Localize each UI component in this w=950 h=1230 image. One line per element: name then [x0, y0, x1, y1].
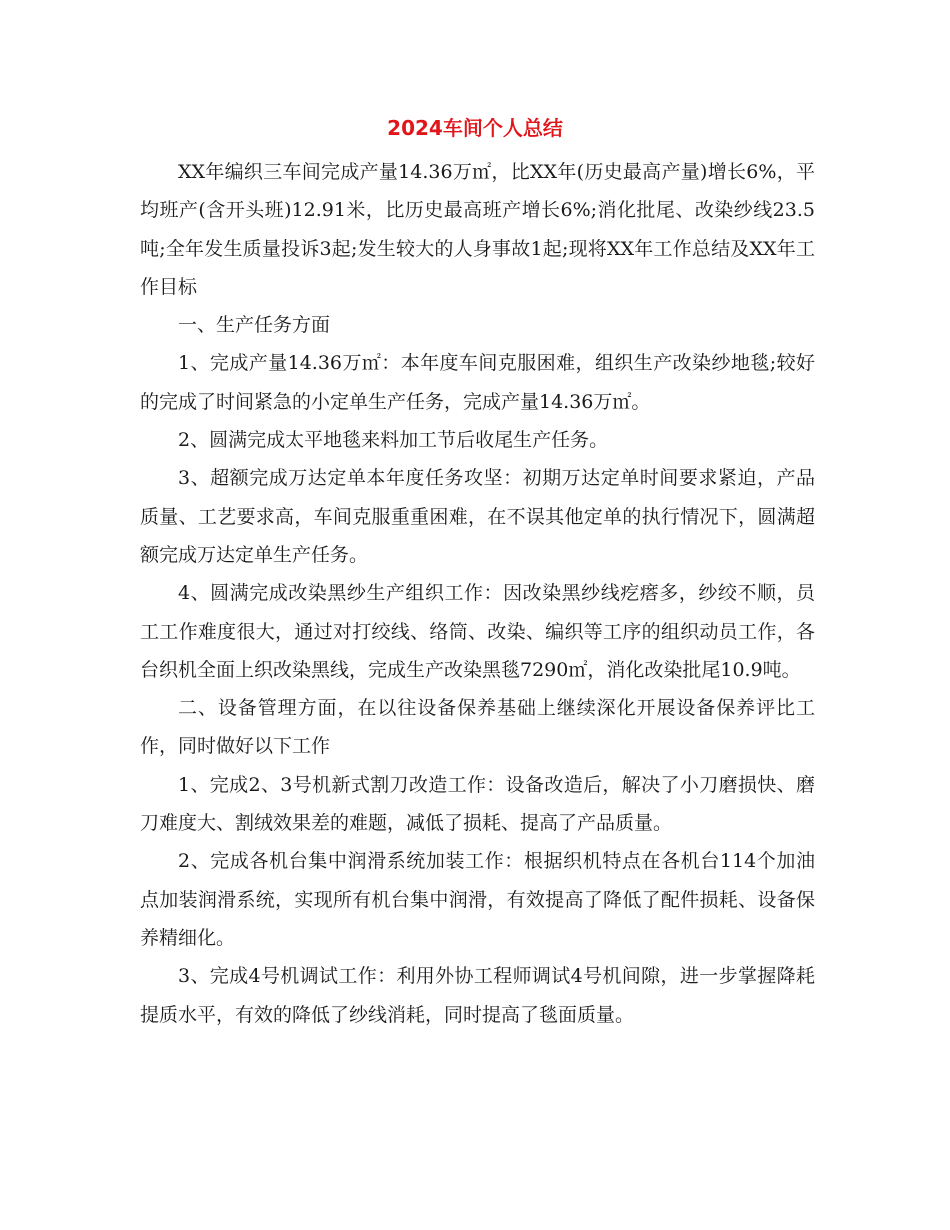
paragraph-equipment-3: 3、完成4号机调试工作：利用外协工程师调试4号机间隙，进一步掌握降耗提质水平，有效的降低了纱线消耗，同时提高了毯面质量。	[140, 965, 815, 1026]
paragraph-production-1: 1、完成产量14.36万㎡：本年度车间克服困难，组织生产改染纱地毯;较好的完成了时间紧急的小定单生产任务，完成产量14.36万㎡。	[140, 352, 815, 413]
paragraph-production-4: 4、圆满完成改染黑纱生产组织工作：因改染黑纱线疙瘩多，纱绞不顺，员工工作难度很大，通过对打绞线、络筒、改染、编织等工序的组织动员工作，各台织机全面上织改染黑线，完成生产改染黑毯7290㎡，消化改染批尾10.9吨。	[140, 582, 815, 681]
paragraph-equipment-2: 2、完成各机台集中润滑系统加装工作：根据织机特点在各机台114个加油点加装润滑系统，实现所有机台集中润滑，有效提高了降低了配件损耗、设备保养精细化。	[140, 850, 815, 949]
paragraph-production-3: 3、超额完成万达定单本年度任务攻坚：初期万达定单时间要求紧迫，产品质量、工艺要求高，车间克服重重困难，在不误其他定单的执行情况下，圆满超额完成万达定单生产任务。	[140, 467, 815, 566]
section-heading-production: 一、生产任务方面	[178, 314, 331, 337]
section-heading-equipment: 二、设备管理方面，在以往设备保养基础上继续深化开展设备保养评比工作，同时做好以下工作	[140, 697, 815, 758]
document-title: 2024车间个人总结	[387, 116, 563, 140]
paragraph-intro: XX年编织三车间完成产量14.36万㎡，比XX年(历史最高产量)增长6%，平均班产(含开头班)12.91米，比历史最高班产增长6%;消化批尾、改染纱线23.5吨;全年发生质量投诉3起;发生较大的人身事故1起;现将XX年工作总结及XX年工作目标	[140, 161, 815, 298]
document-body	[140, 153, 815, 1034]
paragraph-production-2: 2、圆满完成太平地毯来料加工节后收尾生产任务。	[178, 429, 609, 452]
paragraph-equipment-1: 1、完成2、3号机新式割刀改造工作：设备改造后，解决了小刀磨损快、磨刀难度大、割绒效果差的难题，减低了损耗、提高了产品质量。	[140, 773, 815, 835]
